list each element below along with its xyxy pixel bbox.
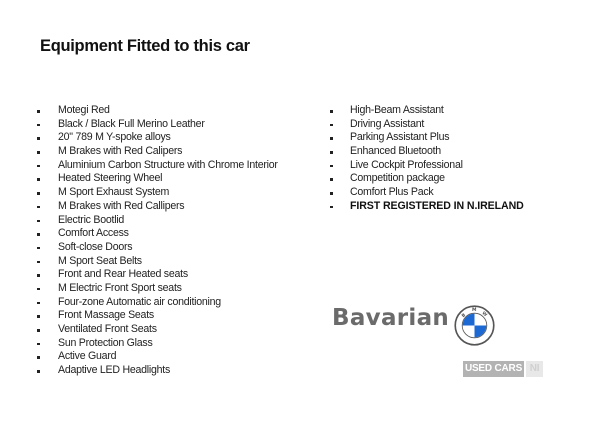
equipment-list-right — [327, 104, 524, 214]
list-item-label: Parking Assistant Plus — [350, 131, 450, 144]
list-item-label: Comfort Plus Pack — [350, 186, 434, 199]
list-item — [327, 131, 524, 145]
bullet-icon — [37, 288, 40, 291]
bullet-icon — [37, 233, 40, 236]
list-item — [34, 296, 278, 310]
bullet-icon — [330, 151, 333, 154]
list-item — [327, 186, 524, 200]
list-item-label: M Electric Front Sport seats — [58, 281, 182, 294]
list-item-label: Comfort Access — [58, 227, 129, 240]
bullet-icon — [37, 274, 40, 277]
list-item-label: Driving Assistant — [350, 117, 425, 130]
list-item-label: Electric Bootlid — [58, 213, 125, 226]
bullet-icon — [330, 165, 333, 168]
list-item-label: 20" 789 M Y-spoke alloys — [58, 131, 171, 144]
list-item — [34, 337, 278, 351]
list-item-label: Black / Black Full Merino Leather — [58, 117, 205, 130]
list-item-label: Active Guard — [58, 350, 117, 363]
equipment-list-left — [34, 104, 278, 378]
list-item — [327, 118, 524, 132]
bullet-icon — [37, 137, 40, 140]
list-item — [34, 364, 278, 378]
list-item — [34, 214, 278, 228]
bullet-icon — [37, 220, 40, 223]
list-item-label: M Brakes with Red Callipers — [58, 199, 185, 212]
list-item — [327, 172, 524, 186]
bmw-letter-b: B — [461, 313, 468, 320]
bullet-icon — [37, 192, 40, 195]
list-item-label: FIRST REGISTERED IN N.IRELAND — [350, 199, 524, 212]
region-badge: NI — [526, 361, 543, 377]
list-item-label: Competition package — [350, 172, 445, 185]
bmw-letter-m: M — [472, 308, 477, 314]
list-item — [34, 159, 278, 173]
list-item — [34, 118, 278, 132]
list-item — [327, 145, 524, 159]
bullet-icon — [37, 356, 40, 359]
bullet-icon — [37, 151, 40, 154]
list-item-label: Sun Protection Glass — [58, 336, 153, 349]
list-item — [34, 309, 278, 323]
bullet-icon — [330, 110, 333, 113]
list-item — [34, 241, 278, 255]
list-item — [34, 323, 278, 337]
bullet-icon — [37, 370, 40, 373]
bullet-icon — [330, 206, 333, 209]
list-item-label: M Sport Seat Belts — [58, 254, 142, 267]
list-item-label: Heated Steering Wheel — [58, 172, 163, 185]
used-cars-badge: USED CARS — [463, 361, 524, 377]
bullet-icon — [37, 329, 40, 332]
list-item — [327, 159, 524, 173]
bullet-icon — [37, 110, 40, 113]
bmw-roundel-icon — [454, 305, 495, 346]
bullet-icon — [37, 302, 40, 305]
list-item-label: Ventilated Front Seats — [58, 323, 157, 335]
bullet-icon — [330, 124, 333, 127]
list-item — [34, 131, 278, 145]
bmw-letter-w: W — [480, 311, 488, 319]
bullet-icon — [37, 315, 40, 318]
bullet-icon — [37, 247, 40, 250]
list-item-label: M Sport Exhaust System — [58, 186, 170, 199]
bullet-icon — [330, 137, 333, 140]
list-item — [34, 350, 278, 364]
list-item — [34, 172, 278, 186]
list-item-label: Front and Rear Heated seats — [58, 268, 188, 281]
list-item — [327, 104, 524, 118]
list-item-label: Aluminium Carbon Structure with Chrome Interior — [58, 158, 278, 171]
list-item — [34, 104, 278, 118]
list-item — [34, 200, 278, 214]
list-item — [34, 282, 278, 296]
list-item — [34, 145, 278, 159]
list-item — [34, 186, 278, 200]
list-item-label: M Brakes with Red Calipers — [58, 145, 183, 158]
bullet-icon — [330, 178, 333, 181]
list-item — [34, 255, 278, 269]
bullet-icon — [330, 192, 333, 195]
list-item-label: Motegi Red — [58, 104, 110, 116]
list-item-highlight — [327, 200, 524, 214]
list-item-label: High-Beam Assistant — [350, 104, 444, 116]
bullet-icon — [37, 178, 40, 181]
list-item-label: Front Massage Seats — [58, 309, 154, 322]
bullet-icon — [37, 124, 40, 127]
bullet-icon — [37, 165, 40, 168]
list-item-label: Four-zone Automatic air conditioning — [58, 295, 221, 308]
dealer-logo-text: Bavarian — [332, 305, 450, 331]
list-item-label: Adaptive LED Headlights — [58, 364, 171, 377]
list-item-label: Soft-close Doors — [58, 240, 133, 253]
list-item-label: Enhanced Bluetooth — [350, 145, 441, 158]
bullet-icon — [37, 343, 40, 346]
page-title: Equipment Fitted to this car — [40, 37, 250, 55]
list-item — [34, 227, 278, 241]
list-item — [34, 268, 278, 282]
bullet-icon — [37, 261, 40, 264]
bullet-icon — [37, 206, 40, 209]
list-item-label: Live Cockpit Professional — [350, 158, 463, 171]
